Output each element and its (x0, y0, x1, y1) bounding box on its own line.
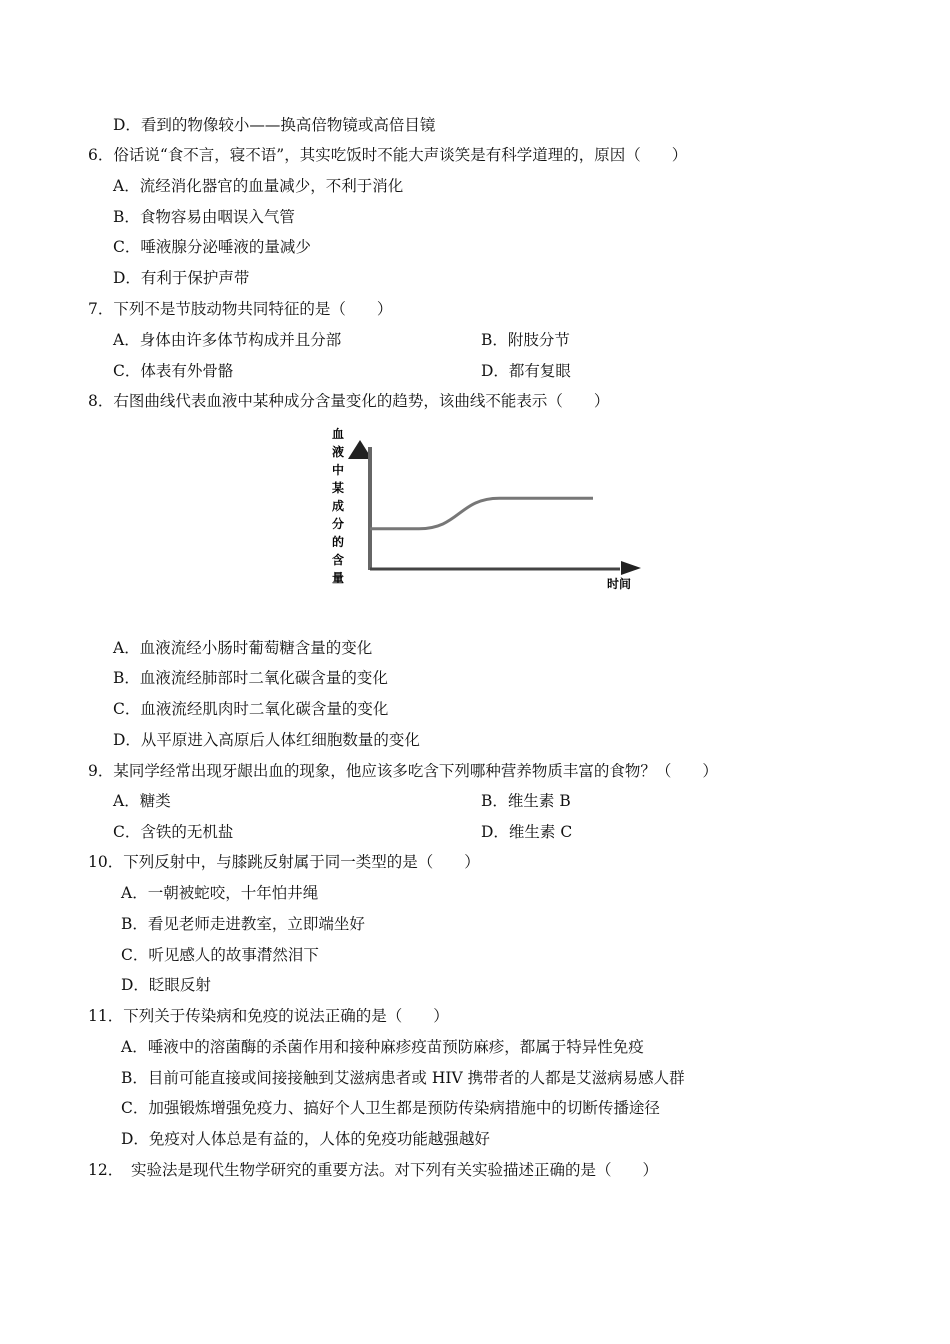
q9-stem: 9．某同学经常出现牙龈出血的现象，他应该多吃含下列哪种营养物质丰富的食物？（ ） (88, 762, 718, 780)
q8-option-a: A．血液流经小肠时葡萄糖含量的变化 (113, 639, 373, 657)
q11-option-b: B．目前可能直接或间接接触到艾滋病患者或 HIV 携带者的人都是艾滋病易感人群 (121, 1069, 685, 1087)
q6-option-a: A．流经消化器官的血量减少，不利于消化 (113, 177, 404, 195)
q6-option-c: C．唾液腺分泌唾液的量减少 (113, 238, 311, 256)
q7-option-a: A．身体由许多体节构成并且分部 (113, 331, 342, 349)
q6-option-b: B．食物容易由咽误入气管 (113, 208, 295, 226)
trend-chart-svg (315, 425, 645, 600)
q6-stem: 6．俗话说“食不言，寝不语”，其实吃饭时不能大声谈笑是有科学道理的，原因（ ） (88, 146, 688, 164)
chart-x-axis-label: 时间 (607, 577, 632, 591)
q11-stem: 11．下列关于传染病和免疫的说法正确的是（ ） (88, 1007, 449, 1025)
q10-option-d: D．眨眼反射 (121, 976, 211, 994)
q11-option-c: C．加强锻炼增强免疫力、搞好个人卫生都是预防传染病措施中的切断传播途径 (121, 1099, 660, 1117)
q8-option-d: D．从平原进入高原后人体红细胞数量的变化 (113, 731, 420, 749)
chart-y-axis-label (331, 426, 344, 585)
q8-option-c: C．血液流经肌肉时二氧化碳含量的变化 (113, 700, 389, 718)
trend-chart (315, 425, 645, 600)
q7-option-b: B．附肢分节 (481, 331, 570, 349)
q7-option-c: C．体表有外骨骼 (113, 362, 234, 380)
q10-option-b: B．看见老师走进教室，立即端坐好 (121, 915, 365, 933)
q6-option-d: D．有利于保护声带 (113, 269, 250, 287)
q9-option-a: A．糖类 (113, 792, 171, 810)
q7-stem: 7．下列不是节肢动物共同特征的是（ ） (88, 300, 393, 318)
q5-option-d: D．看到的物像较小——换高倍物镜或高倍目镜 (113, 116, 436, 134)
y-axis-label-char: 分 (332, 517, 345, 531)
y-axis-label-char: 的 (332, 535, 345, 549)
y-axis-label-char: 液 (332, 445, 345, 459)
q7-option-d: D．都有复眼 (481, 362, 571, 380)
q10-option-a: A．一朝被蛇咬，十年怕井绳 (121, 884, 319, 902)
y-axis-label-char: 成 (332, 499, 345, 513)
y-axis-label-char: 中 (332, 463, 345, 477)
q9-option-d: D．维生素 C (481, 823, 573, 841)
q9-option-b: B．维生素 B (481, 792, 571, 810)
q11-option-a: A．唾液中的溶菌酶的杀菌作用和接种麻疹疫苗预防麻疹，都属于特异性免疫 (121, 1038, 644, 1056)
y-axis-label-char: 某 (332, 481, 345, 495)
q12-stem: 12． 实验法是现代生物学研究的重要方法。对下列有关实验描述正确的是（ ） (88, 1161, 658, 1179)
q8-option-b: B．血液流经肺部时二氧化碳含量的变化 (113, 669, 388, 687)
y-axis-label-char: 量 (332, 571, 345, 585)
q10-option-c: C．听见感人的故事潸然泪下 (121, 946, 319, 964)
trend-curve (370, 498, 593, 529)
y-axis-label-char: 血 (332, 427, 345, 441)
x-axis-arrowhead (621, 561, 641, 575)
q9-option-c: C．含铁的无机盐 (113, 823, 234, 841)
y-axis-label-char: 含 (332, 553, 345, 567)
q8-stem: 8．右图曲线代表血液中某种成分含量变化的趋势，该曲线不能表示（ ） (88, 392, 610, 410)
q10-stem: 10．下列反射中，与膝跳反射属于同一类型的是（ ） (88, 853, 480, 871)
q11-option-d: D．免疫对人体总是有益的，人体的免疫功能越强越好 (121, 1130, 490, 1148)
